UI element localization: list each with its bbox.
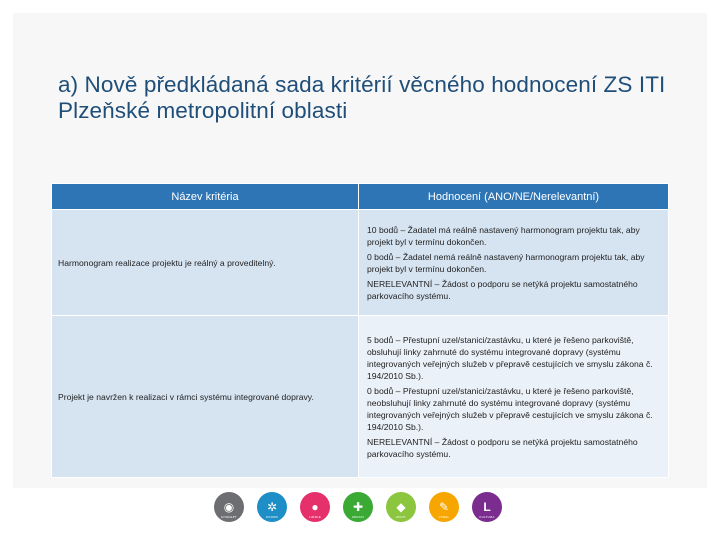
evaluation-option: 10 bodů – Žadatel má reálně nastavený harmonogram projektu tak, aby projekt byl v termínu dokončen.: [367, 224, 640, 247]
table-header-row: [52, 184, 669, 210]
footer-icon-row: [214, 492, 502, 526]
table-row: [52, 210, 669, 316]
header-evaluation: Hodnocení (ANO/NE/Nerelevantní): [359, 184, 669, 210]
criteria-table: [51, 183, 669, 478]
table-row: [52, 316, 669, 478]
bulb-icon: ◉ KONCEPT: [214, 492, 244, 522]
header-criterion-name: Název kritéria: [52, 184, 359, 210]
l-icon: L KULTURA: [472, 492, 502, 522]
network-icon: ✲ KOORD: [257, 492, 287, 522]
plus-icon: ✚ ZDRAVI: [343, 492, 373, 522]
shield-icon: ◆ ZIVOT: [386, 492, 416, 522]
evaluation-option: 0 bodů – Přestupní uzel/stanici/zastávku, u které je řešeno parkoviště, neobsluhují linky zahrnuté do systému integrované dopravy (systému integrovaných veřejných služeb v přepravě cestujících ve smyslu zákona č. 194/2010 Sb.).: [367, 385, 653, 432]
evaluation-option: NERELEVANTNÍ – Žádost o podporu se netýká projektu samostatného parkovacího systému.: [367, 436, 638, 459]
criterion-evaluation: [359, 316, 669, 478]
person-icon: ● LIDSKE: [300, 492, 330, 522]
evaluation-option: 5 bodů – Přestupní uzel/stanici/zastávku, u které je řešeno parkoviště, obsluhují linky zahrnuté do systému integrované dopravy (systému integrovaných veřejných služeb v přepravě cestujících ve smyslu zákona č. 194/2010 Sb.).: [367, 334, 653, 381]
evaluation-option: NERELEVANTNÍ – Žádost o podporu se netýká projektu samostatného parkovacího systému.: [367, 278, 638, 301]
slide-title: a) Nově předkládaná sada kritérií věcného hodnocení ZS ITI Plzeňské metropolitní oblasti: [58, 72, 666, 123]
evaluation-option: 0 bodů – Žadatel nemá reálně nastavený harmonogram projektu tak, aby projekt byl v termínu dokončen.: [367, 251, 645, 274]
pencil-icon: ✎ VZDEL: [429, 492, 459, 522]
criterion-evaluation: [359, 210, 669, 316]
criterion-name: Projekt je navržen k realizaci v rámci systému integrované dopravy.: [52, 316, 359, 478]
criterion-name: Harmonogram realizace projektu je reálný a proveditelný.: [52, 210, 359, 316]
